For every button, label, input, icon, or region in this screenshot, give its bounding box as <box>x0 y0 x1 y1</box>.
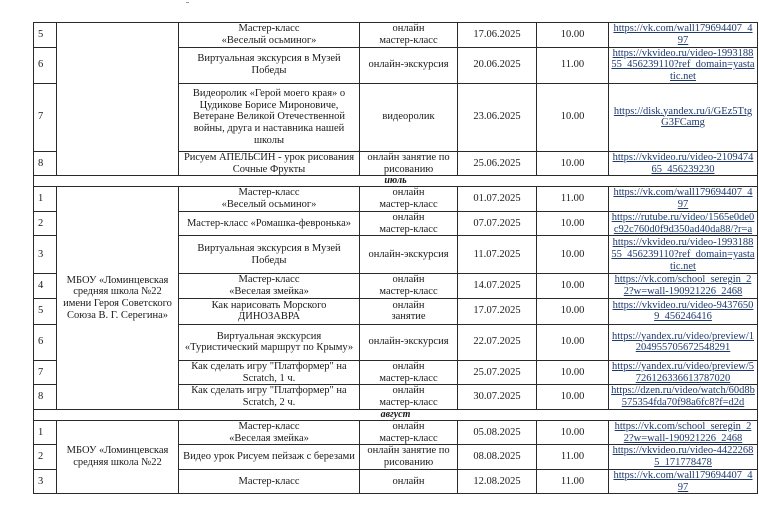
event-time: 10.00 <box>537 360 609 385</box>
events-table <box>33 22 758 494</box>
event-format: онлайн мастер-класс <box>360 360 458 385</box>
event-date: 08.08.2025 <box>458 445 537 470</box>
event-format: онлайн мастер-класс <box>360 23 458 48</box>
event-date: 12.08.2025 <box>458 469 537 494</box>
event-title: Виртуальная экскурсия «Туристический маршрут по Крыму» <box>179 324 360 360</box>
event-title: Как нарисовать Морского ДИНОЗАВРА <box>179 298 360 324</box>
month-header-row <box>34 409 758 420</box>
event-date: 17.07.2025 <box>458 298 537 324</box>
event-title: Рисуем АПЕЛЬСИН - урок рисования Сочные Фрукты <box>179 151 360 176</box>
org-cell: МБОУ «Ломинцевская средняя школа №22 имени Героя Советского Союза В. Г. Серегина» <box>57 187 179 410</box>
row-number: 1 <box>34 420 57 445</box>
event-time: 10.00 <box>537 83 609 151</box>
event-date: 30.07.2025 <box>458 385 537 410</box>
row-number: 4 <box>34 274 57 299</box>
event-time: 10.00 <box>537 274 609 299</box>
event-link[interactable]: https://vk.com/school_seregin_22?w=wall-190921226_2468 <box>609 274 758 299</box>
event-link[interactable]: https://vkvideo.ru/video-210947465_456239230 <box>609 151 758 176</box>
event-time: 10.00 <box>537 324 609 360</box>
event-link[interactable]: https://vkvideo.ru/video-94376509_456246416 <box>609 298 758 324</box>
event-title: Как сделать игру "Платформер" на Scratch, 2 ч. <box>179 385 360 410</box>
event-time: 10.00 <box>537 23 609 48</box>
event-date: 01.07.2025 <box>458 187 537 212</box>
event-time: 10.00 <box>537 211 609 236</box>
event-format: онлайн мастер-класс <box>360 420 458 445</box>
event-title: Видеоролик «Герой моего края» о Цудикове Борисе Мироновиче, Ветеране Великой Отечественной войны, друга и наставника нашей школы <box>179 83 360 151</box>
row-number: 3 <box>34 469 57 494</box>
event-format: видеоролик <box>360 83 458 151</box>
event-date: 20.06.2025 <box>458 47 537 83</box>
event-format: онлайн занятие <box>360 298 458 324</box>
event-title: Мастер-класс «Веселый осьминог» <box>179 187 360 212</box>
row-number: 5 <box>34 298 57 324</box>
event-title: Виртуальная экскурсия в Музей Победы <box>179 47 360 83</box>
table-row <box>34 23 758 48</box>
event-time: 10.00 <box>537 420 609 445</box>
event-link[interactable]: https://vk.com/wall179694407_497 <box>609 23 758 48</box>
event-title: Виртуальная экскурсия в Музей Победы <box>179 236 360 274</box>
event-format: онлайн мастер-класс <box>360 211 458 236</box>
event-link[interactable]: https://rutube.ru/video/1565e0de0c92c760d0f9d350ad40da88/?r=a <box>609 211 758 236</box>
table-row <box>34 420 758 445</box>
event-date: 05.08.2025 <box>458 420 537 445</box>
event-date: 22.07.2025 <box>458 324 537 360</box>
event-link[interactable]: https://vk.com/wall179694407_497 <box>609 187 758 212</box>
row-number: 8 <box>34 385 57 410</box>
month-header-row <box>34 176 758 187</box>
event-title: Как сделать игру "Платформер" на Scratch, 1 ч. <box>179 360 360 385</box>
month-label: август <box>34 409 758 420</box>
event-title: Мастер-класс «Веселая змейка» <box>179 420 360 445</box>
month-label: июль <box>34 176 758 187</box>
event-format: онлайн-экскурсия <box>360 324 458 360</box>
event-link[interactable]: https://yandex.ru/video/preview/5726126336613787020 <box>609 360 758 385</box>
event-date: 17.06.2025 <box>458 23 537 48</box>
row-number: 5 <box>34 23 57 48</box>
event-title: Мастер-класс «Ромашка-февронька» <box>179 211 360 236</box>
row-number: 6 <box>34 324 57 360</box>
event-format: онлайн мастер-класс <box>360 274 458 299</box>
row-number: 6 <box>34 47 57 83</box>
event-time: 11.00 <box>537 469 609 494</box>
row-number: 1 <box>34 187 57 212</box>
event-link[interactable]: https://dzen.ru/video/watch/60d8b575354fda70f98a6fc8?f=d2d <box>609 385 758 410</box>
event-link[interactable]: https://vkvideo.ru/video-199318855_456239110?ref_domain=yastatic.net <box>609 236 758 274</box>
event-format: онлайн занятие по рисованию <box>360 445 458 470</box>
event-link[interactable]: https://vkvideo.ru/video-199318855_456239110?ref_domain=yastatic.net <box>609 47 758 83</box>
event-format: онлайн мастер-класс <box>360 385 458 410</box>
event-date: 14.07.2025 <box>458 274 537 299</box>
row-number: 8 <box>34 151 57 176</box>
event-date: 07.07.2025 <box>458 211 537 236</box>
org-cell: МБОУ «Ломинцевская средняя школа №22 <box>57 420 179 494</box>
event-link[interactable]: https://yandex.ru/video/preview/1204955705672548291 <box>609 324 758 360</box>
event-title: Мастер-класс <box>179 469 360 494</box>
row-number: 3 <box>34 236 57 274</box>
event-format: онлайн занятие по рисованию <box>360 151 458 176</box>
row-number: 2 <box>34 445 57 470</box>
event-time: 11.00 <box>537 47 609 83</box>
event-link[interactable]: https://vk.com/school_seregin_22?w=wall-190921226_2468 <box>609 420 758 445</box>
event-format: онлайн мастер-класс <box>360 187 458 212</box>
event-format: онлайн-экскурсия <box>360 236 458 274</box>
event-link[interactable]: https://vkvideo.ru/video-44222685_171778478 <box>609 445 758 470</box>
table-row <box>34 187 758 212</box>
org-cell <box>57 23 179 176</box>
event-link[interactable]: https://vk.com/wall179694407_497 <box>609 469 758 494</box>
event-time: 10.00 <box>537 385 609 410</box>
event-date: 25.06.2025 <box>458 151 537 176</box>
row-number: 7 <box>34 83 57 151</box>
event-date: 11.07.2025 <box>458 236 537 274</box>
event-date: 25.07.2025 <box>458 360 537 385</box>
event-time: 10.00 <box>537 151 609 176</box>
row-number: 7 <box>34 360 57 385</box>
event-link[interactable]: https://disk.yandex.ru/i/GEz5TtgG3FCamg <box>609 83 758 151</box>
scan-speck <box>186 2 189 3</box>
event-date: 23.06.2025 <box>458 83 537 151</box>
event-time: 11.00 <box>537 445 609 470</box>
row-number: 2 <box>34 211 57 236</box>
event-time: 10.00 <box>537 298 609 324</box>
event-title: Мастер-класс «Веселая змейка» <box>179 274 360 299</box>
event-format: онлайн-экскурсия <box>360 47 458 83</box>
event-format: онлайн <box>360 469 458 494</box>
event-time: 11.00 <box>537 187 609 212</box>
event-title: Видео урок Рисуем пейзаж с березами <box>179 445 360 470</box>
event-title: Мастер-класс «Веселый осьминог» <box>179 23 360 48</box>
event-time: 10.00 <box>537 236 609 274</box>
